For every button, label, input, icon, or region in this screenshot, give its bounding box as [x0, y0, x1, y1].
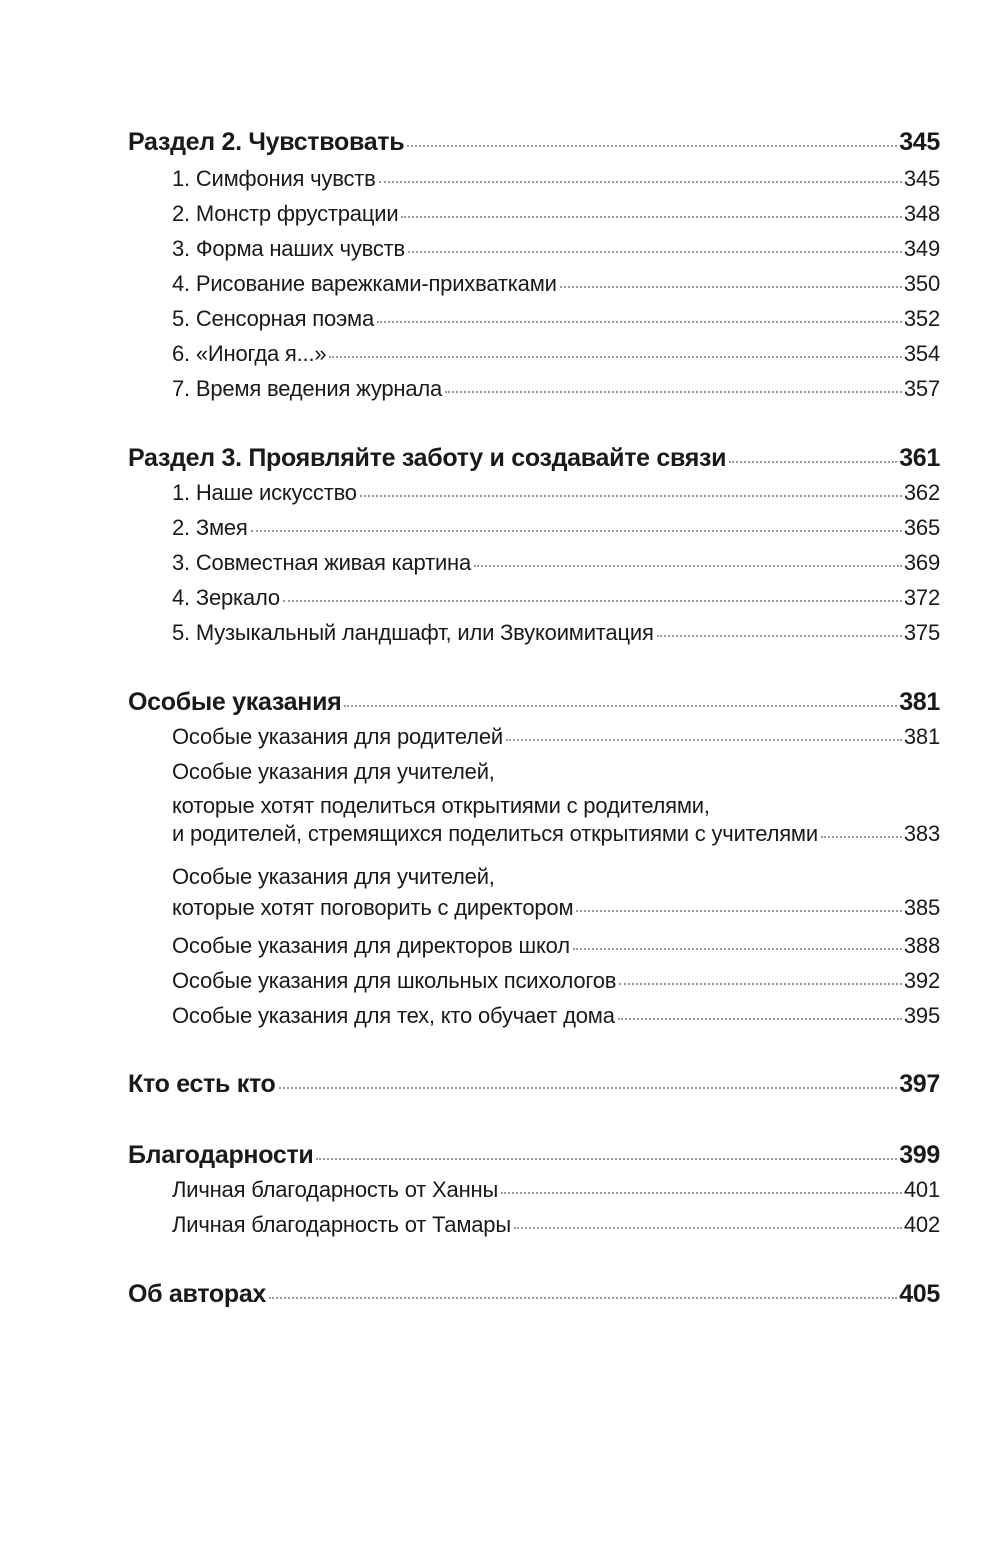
- dot-leader: [251, 530, 902, 532]
- dot-leader: [279, 1087, 898, 1089]
- toc-item: [172, 271, 940, 297]
- toc-item: [172, 550, 940, 576]
- page-number: 388: [903, 933, 940, 958]
- item-title: Личная благодарность от Ханны: [172, 1177, 499, 1202]
- toc-item: [172, 821, 940, 847]
- section-title: Об авторах: [128, 1280, 267, 1308]
- toc-item: [172, 1212, 940, 1238]
- page-number: 383: [903, 821, 940, 846]
- page-number: 405: [899, 1280, 940, 1308]
- item-title: Особые указания для родителей: [172, 724, 503, 749]
- toc-section: [128, 1280, 940, 1309]
- item-title-line: Особые указания для учителей,: [172, 864, 495, 889]
- page-number: 361: [899, 444, 940, 472]
- dot-leader: [821, 836, 902, 838]
- dot-leader: [401, 216, 901, 218]
- page-number: 381: [903, 724, 940, 749]
- toc-item: [172, 724, 940, 750]
- dot-leader: [379, 181, 902, 183]
- dot-leader: [514, 1227, 902, 1229]
- item-title-line: Особые указания для учителей,: [172, 759, 495, 784]
- page-number: 369: [903, 550, 940, 575]
- dot-leader: [445, 391, 902, 393]
- dot-leader: [269, 1297, 897, 1299]
- item-title: 2. Змея: [172, 515, 248, 540]
- toc-item: [172, 620, 940, 646]
- dot-leader: [344, 705, 897, 707]
- item-title: 5. Сенсорная поэма: [172, 306, 374, 331]
- section-title: Раздел 2. Чувствовать: [128, 128, 405, 156]
- dot-leader: [408, 251, 902, 253]
- toc-item: [172, 201, 940, 227]
- page-number: 352: [903, 306, 940, 331]
- toc-item: [172, 895, 940, 921]
- toc-section: [128, 1070, 940, 1099]
- toc-item-multiline: [172, 755, 940, 823]
- section-title: Кто есть кто: [128, 1070, 276, 1098]
- page-number: 385: [903, 895, 940, 920]
- item-title-line: которые хотят поделиться открытиями с родителями,: [172, 793, 710, 818]
- page-number: 372: [903, 585, 940, 610]
- dot-leader: [501, 1192, 902, 1194]
- dot-leader: [576, 910, 902, 912]
- toc-item: [172, 236, 940, 262]
- item-title: Особые указания для директоров школ: [172, 933, 570, 958]
- dot-leader: [407, 145, 897, 147]
- toc-item: [172, 166, 940, 192]
- dot-leader: [657, 635, 902, 637]
- dot-leader: [329, 356, 901, 358]
- page-number: 402: [903, 1212, 940, 1237]
- item-title: 3. Форма наших чувств: [172, 236, 406, 261]
- item-title: Особые указания для тех, кто обучает дома: [172, 1003, 615, 1028]
- dot-leader: [360, 495, 902, 497]
- page-number: 350: [903, 271, 940, 296]
- page-number: 401: [903, 1177, 940, 1202]
- item-title: 5. Музыкальный ландшафт, или Звукоимитация: [172, 620, 654, 645]
- toc-item: [172, 341, 940, 367]
- page-number: 395: [903, 1003, 940, 1028]
- page-number: 392: [903, 968, 940, 993]
- section-title: Раздел 3. Проявляйте заботу и создавайте связи: [128, 444, 727, 472]
- dot-leader: [474, 565, 902, 567]
- page-number: 357: [903, 376, 940, 401]
- dot-leader: [573, 948, 902, 950]
- item-title-line: которые хотят поговорить с директором: [172, 895, 574, 920]
- item-title: Особые указания для школьных психологов: [172, 968, 617, 993]
- item-title: 7. Время ведения журнала: [172, 376, 443, 401]
- dot-leader: [619, 983, 902, 985]
- toc-item: [172, 306, 940, 332]
- toc-item: [172, 968, 940, 994]
- item-title: 4. Рисование варежками-прихватками: [172, 271, 557, 296]
- page-number: 362: [903, 480, 940, 505]
- page-number: 349: [903, 236, 940, 261]
- dot-leader: [560, 286, 902, 288]
- toc-section: [128, 444, 940, 473]
- toc-item: [172, 515, 940, 541]
- page-number: 399: [899, 1141, 940, 1169]
- dot-leader: [316, 1158, 897, 1160]
- dot-leader: [618, 1018, 902, 1020]
- item-title: 6. «Иногда я...»: [172, 341, 327, 366]
- page-number: 354: [903, 341, 940, 366]
- page-number: 345: [899, 128, 940, 156]
- toc-item: [172, 1177, 940, 1203]
- page-number: 365: [903, 515, 940, 540]
- toc-section: [128, 688, 940, 717]
- toc-item-multiline: [172, 860, 940, 894]
- dot-leader: [506, 739, 902, 741]
- item-title: Личная благодарность от Тамары: [172, 1212, 511, 1237]
- dot-leader: [377, 321, 902, 323]
- item-title: 1. Симфония чувств: [172, 166, 376, 191]
- item-title: 1. Наше искусство: [172, 480, 357, 505]
- dot-leader: [729, 461, 897, 463]
- toc-item: [172, 585, 940, 611]
- section-title: Благодарности: [128, 1141, 314, 1169]
- toc-item: [172, 1003, 940, 1029]
- page-number: 345: [903, 166, 940, 191]
- item-title: 4. Зеркало: [172, 585, 280, 610]
- page-number: 375: [903, 620, 940, 645]
- page-number: 397: [899, 1070, 940, 1098]
- page-number: 381: [899, 688, 940, 716]
- item-title-line: и родителей, стремящихся поделиться открытиями с учителями: [172, 821, 818, 846]
- toc-section: [128, 128, 940, 157]
- section-title: Особые указания: [128, 688, 342, 716]
- dot-leader: [283, 600, 902, 602]
- item-title: 2. Монстр фрустрации: [172, 201, 399, 226]
- toc-item: [172, 376, 940, 402]
- item-title: 3. Совместная живая картина: [172, 550, 472, 575]
- toc-section: [128, 1141, 940, 1170]
- page-number: 348: [903, 201, 940, 226]
- toc-item: [172, 933, 940, 959]
- toc-item: [172, 480, 940, 506]
